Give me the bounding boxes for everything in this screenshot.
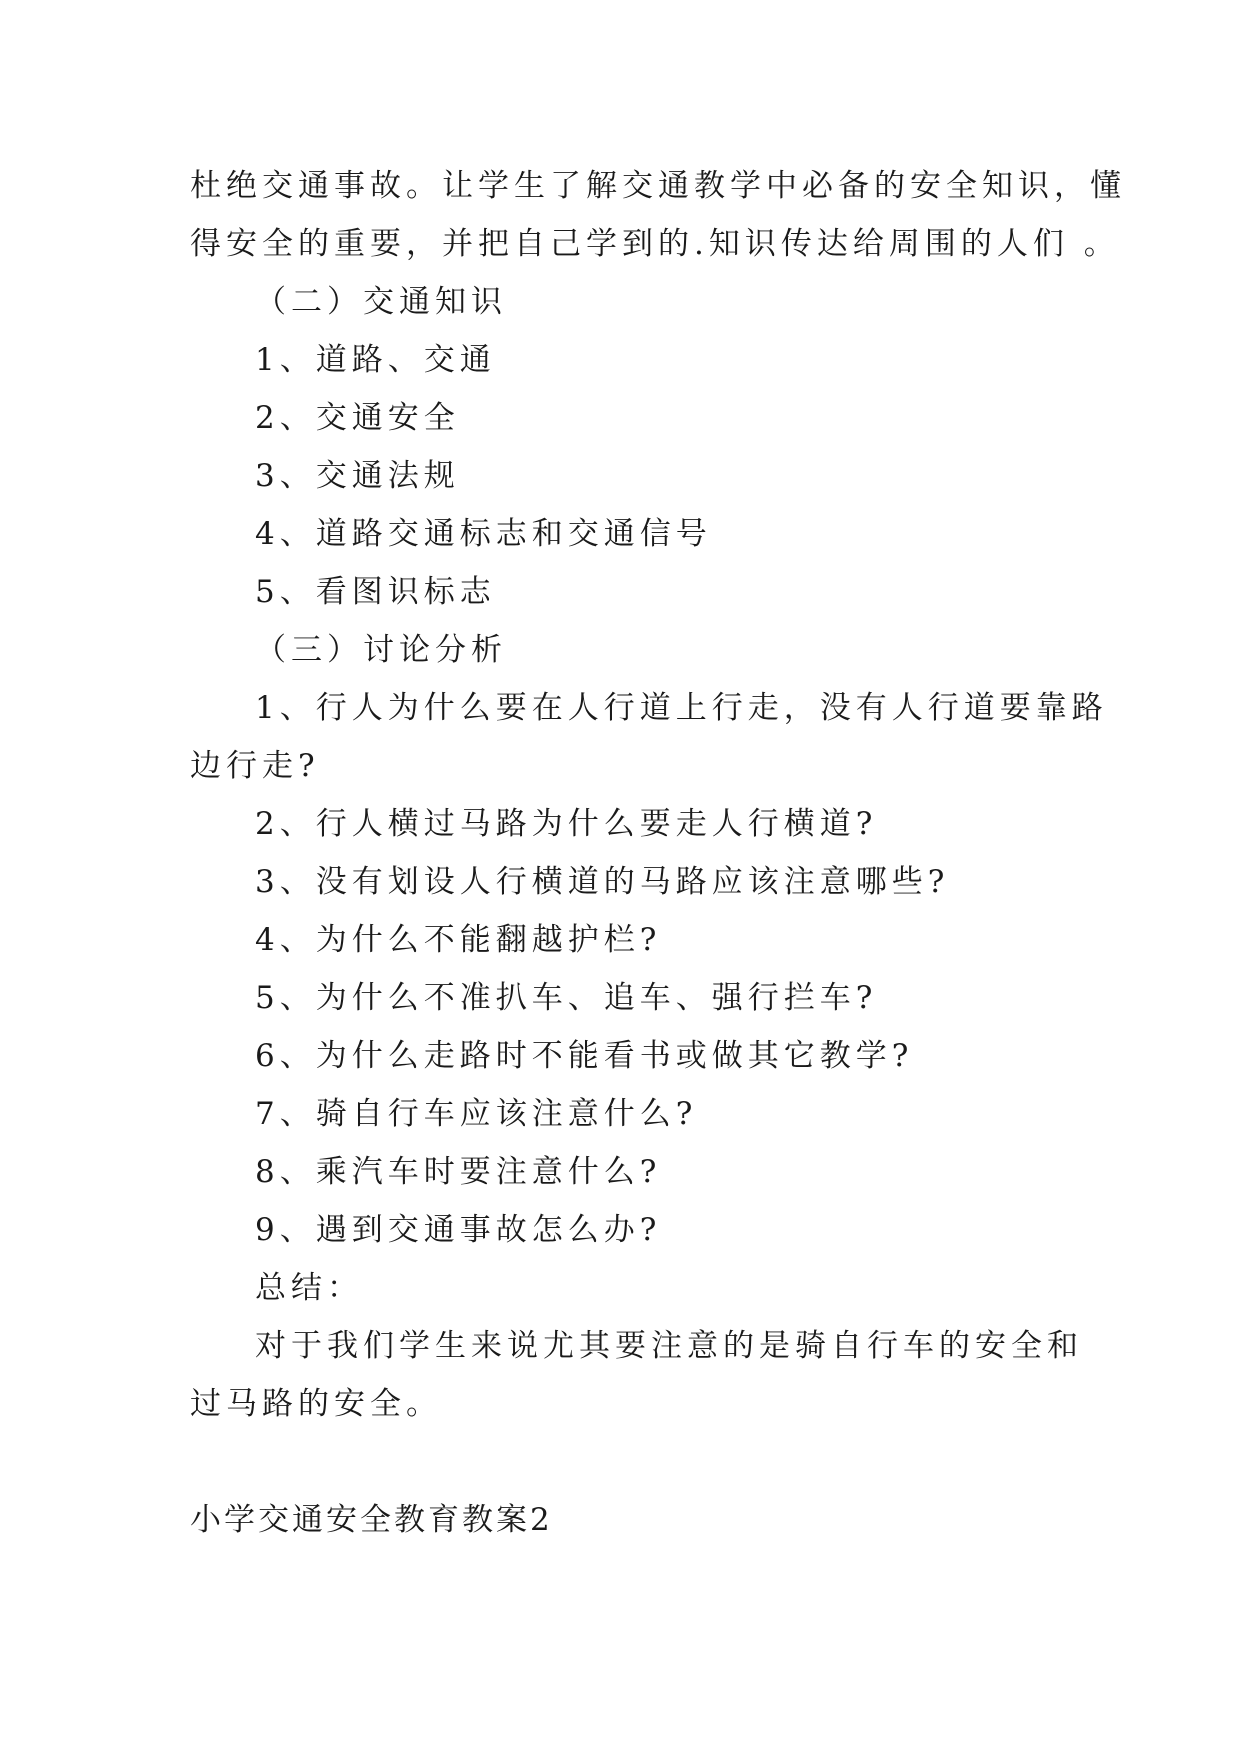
list-item: 1、道路、交通 xyxy=(255,342,496,378)
intro-line-1: 杜绝交通事故。让学生了解交通教学中必备的安全知识，懂 xyxy=(190,168,1126,204)
list-item-continuation: 边行走? xyxy=(190,748,320,784)
list-item: 3、交通法规 xyxy=(255,458,460,494)
list-item: 9、遇到交通事故怎么办? xyxy=(255,1212,662,1248)
section3-heading: （三）讨论分析 xyxy=(255,632,507,668)
list-item: 7、骑自行车应该注意什么? xyxy=(255,1096,698,1132)
list-item: 5、为什么不准扒车、追车、强行拦车? xyxy=(255,980,878,1016)
list-item: 2、交通安全 xyxy=(255,400,460,436)
summary-line-1: 对于我们学生来说尤其要注意的是骑自行车的安全和 xyxy=(255,1328,1083,1364)
list-item: 1、行人为什么要在人行道上行走，没有人行道要靠路 xyxy=(255,690,1108,726)
list-item: 2、行人横过马路为什么要走人行横道? xyxy=(255,806,878,842)
summary-heading: 总结： xyxy=(255,1270,363,1306)
list-item: 4、道路交通标志和交通信号 xyxy=(255,516,712,552)
list-item: 6、为什么走路时不能看书或做其它教学? xyxy=(255,1038,914,1074)
section2-heading: （二）交通知识 xyxy=(255,284,507,320)
intro-line-2: 得安全的重要，并把自己学到的.知识传达给周围的人们 。 xyxy=(190,226,1120,262)
list-item: 8、乘汽车时要注意什么? xyxy=(255,1154,662,1190)
list-item: 4、为什么不能翻越护栏? xyxy=(255,922,662,958)
list-item: 5、看图识标志 xyxy=(255,574,496,610)
next-section-title: 小学交通安全教育教案2 xyxy=(190,1502,553,1538)
summary-line-2: 过马路的安全。 xyxy=(190,1386,442,1422)
list-item: 3、没有划设人行横道的马路应该注意哪些? xyxy=(255,864,950,900)
